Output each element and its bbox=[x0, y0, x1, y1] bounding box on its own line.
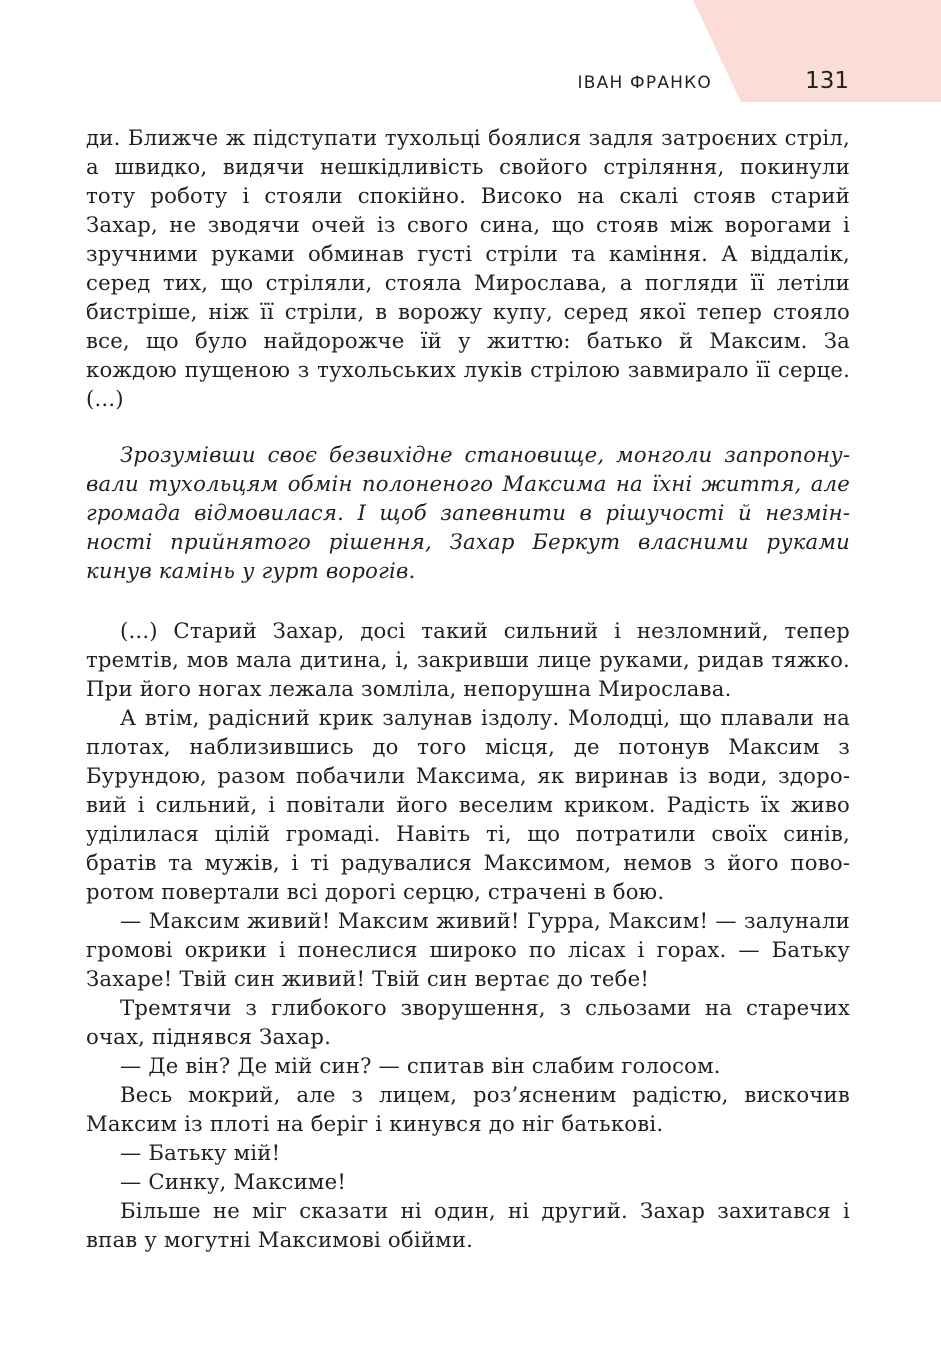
paragraph: — Максим живий! Максим живий! Гурра, Максим! — залунали громові окрики і понеслися широко по лісах і горах. — Батьку Захаре! Твій син живий! Твій син вертає до тебе! bbox=[86, 908, 850, 991]
paragraph: — Синку, Максиме! bbox=[120, 1169, 347, 1194]
italic-summary bbox=[86, 440, 850, 585]
paragraph: Весь мокрий, але з лицем, роз’ясненим радістю, вискочив Максим із плоті на беріг і кинувся до ніг батькові. bbox=[86, 1082, 850, 1136]
paragraph: ди. Ближче ж підступати тухольці боялися задля затроєних стріл, а швидко, видячи нешкідливість свойого стріляння, покинули тоту роботу і стояли спокійно. Високо на скалі стояв старий Захар, не зводячи очей із свого сина, що стояв між ворогами і зручними руками обминав густі стріли та каміння. А віддалік, серед тих, що стріляли, стояла Мирослава, а погляди її летіли бистріше, ніж її стріли, в ворожу купу, серед якої тепер стояло все, що було найдорожче їй у життю: батько й Максим. За кождою пущеною з тухольських луків стрілою завмирало її серце.(...) bbox=[86, 125, 850, 411]
running-header-author: ІВАН ФРАНКО bbox=[577, 73, 712, 93]
summary-paragraph: Зрозумівши своє безвихідне становище, монголи запропонували тухольцям обмін полоненого Максима на їхні життя, але громада відмовилася. І щоб запевнити в рішучості й незмінності прийнятого рішення, Захар Беркут власними руками кинув камінь у гурт ворогів. bbox=[86, 442, 850, 583]
paragraph: Більше не міг сказати ні один, ні другий. Захар захитався і впав у могутні Максимові обійми. bbox=[86, 1198, 850, 1252]
paragraph: — Батьку мій! bbox=[120, 1140, 281, 1165]
page-number: 131 bbox=[805, 68, 849, 94]
text-block-top bbox=[86, 123, 850, 413]
paragraph: — Де він? Де мій син? — спитав він слабим голосом. bbox=[120, 1053, 721, 1078]
paragraph: Тремтячи з глибокого зворушення, з сльозами на старечих очах, піднявся Захар. bbox=[86, 995, 850, 1049]
paragraph: (...) Старий Захар, досі такий сильний і незломний, тепер тремтів, мов мала дитина, і, закривши лице руками, ридав тяжко. При його ногах лежала зомліла, непорушна Мирослава. bbox=[86, 618, 850, 701]
text-block-bottom bbox=[86, 616, 850, 1254]
paragraph: А втім, радісний крик залунав іздолу. Молодці, що плавали на плотах, наблизившись до того місця, де потонув Максим з Бурундою, разом побачили Максима, як виринав із води, здоровий і сильний, і повітали його веселим криком. Радість їх живо уділилася цілій громаді. Навіть ті, що потратили своїх синів, братів та мужів, і ті радувалися Максимом, немов з його поворотом повертали всі дорогі серцю, страчені в бою. bbox=[86, 705, 850, 904]
